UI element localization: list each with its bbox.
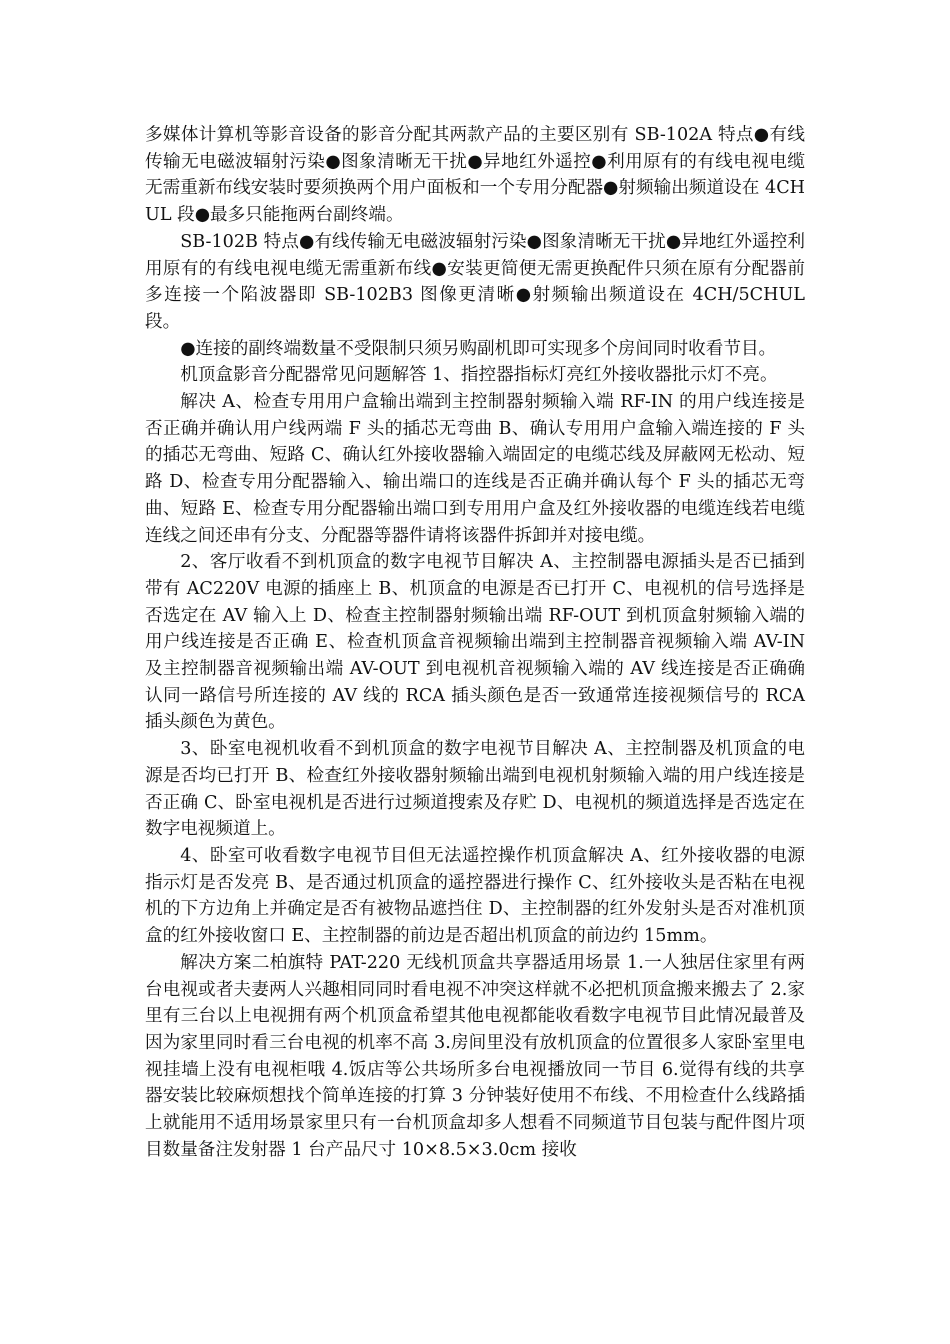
paragraph: 多媒体计算机等影音设备的影音分配其两款产品的主要区别有 SB-102A 特点●有线传输无电磁波辐射污染●图象清晰无干扰●异地红外遥控●利用原有的有线电视电缆无需重新布线安装时要须换两个用户面板和一个专用分配器●射频输出频道设在 4CHUL 段●最多只能拖两台副终端。 [145, 125, 805, 226]
paragraph: ●连接的副终端数量不受限制只须另购副机即可实现多个房间同时收看节目。 [180, 338, 777, 359]
document-body [145, 122, 805, 1163]
paragraph: 3、卧室电视机收看不到机顶盒的数字电视节目解决 A、主控制器及机顶盒的电源是否均已打开 B、检查红外接收器射频输出端到电视机射频输入端的用户线连接是否正确 C、卧室电视机是否进行过频道搜索及存贮 D、电视机的频道选择是否选定在数字电视频道上。 [145, 739, 805, 840]
paragraph: 4、卧室可收看数字电视节目但无法遥控操作机顶盒解决 A、红外接收器的电源指示灯是否发亮 B、是否通过机顶盒的遥控器进行操作 C、红外接收头是否粘在电视机的下方边角上并确定是否有被物品遮挡住 D、主控制器的红外发射头是否对准机顶盒的红外接收窗口 E、主控制器的前边是否超出机顶盒的前边约 15mm。 [145, 845, 805, 947]
paragraph: 机顶盒影音分配器常见问题解答 1、指控器指标灯亮红外接收器批示灯不亮。 [180, 365, 778, 386]
paragraph: 解决方案二柏旗特 PAT-220 无线机顶盒共享器适用场景 1.一人独居住家里有两台电视或者夫妻两人兴趣相同同时看电视不冲突这样就不必把机顶盒搬来搬去了 2.家里有三台以上电视拥有两个机顶盒希望其他电视都能收看数字电视节目此情况最普及因为家里同时看三台电视的机率不高 3.房间里没有放机顶盒的位置很多人家卧室里电视挂墙上没有电视柜哦 4.饭店等公共场所多台电视播放同一节目 6.觉得有线的共享器安装比较麻烦想找个简单连接的打算 3 分钟装好使用不布线、不用检查什么线路插上就能用不适用场景家里只有一台机顶盒却多人想看不同频道节目包装与配件图片项目数量备注发射器 1 台产品尺寸 10×8.5×3.0cm 接收 [145, 952, 805, 1160]
paragraph: SB-102B 特点●有线传输无电磁波辐射污染●图象清晰无干扰●异地红外遥控利用原有的有线电视电缆无需重新布线●安装更简便无需更换配件只须在原有分配器前多连接一个陷波器即 SB-102B3 图像更清晰●射频输出频道设在 4CH/5CHUL 段。 [145, 231, 805, 332]
paragraph: 解决 A、检查专用用户盒输出端到主控制器射频输入端 RF-IN 的用户线连接是否正确并确认用户线两端 F 头的插芯无弯曲 B、确认专用用户盒输入端连接的 F 头的插芯无弯曲、短路 C、确认红外接收器输入端固定的电缆芯线及屏蔽网无松动、短路 D、检查专用分配器输入、输出端口的连线是否正确并确认每个 F 头的插芯无弯曲、短路 E、检查专用分配器输出端口到专用用户盒及红外接收器的电缆连线若电缆连线之间还串有分支、分配器等器件请将该器件拆卸并对接电缆。 [145, 392, 805, 546]
paragraph: 2、客厅收看不到机顶盒的数字电视节目解决 A、主控制器电源插头是否已插到带有 AC220V 电源的插座上 B、机顶盒的电源是否已打开 C、电视机的信号选择是否选定在 AV 输入上 D、检查主控制器射频输出端 RF-OUT 到机顶盒射频输入端的用户线连接是否正确 E、检查机顶盒音视频输出端到主控制器音视频输入端 AV-IN 及主控制器音视频输出端 AV-OUT 到电视机音视频输入端的 AV 线连接是否正确确认同一路信号所连接的 AV 线的 RCA 插头颜色是否一致通常连接视频信号的 RCA 插头颜色为黄色。 [145, 552, 805, 733]
